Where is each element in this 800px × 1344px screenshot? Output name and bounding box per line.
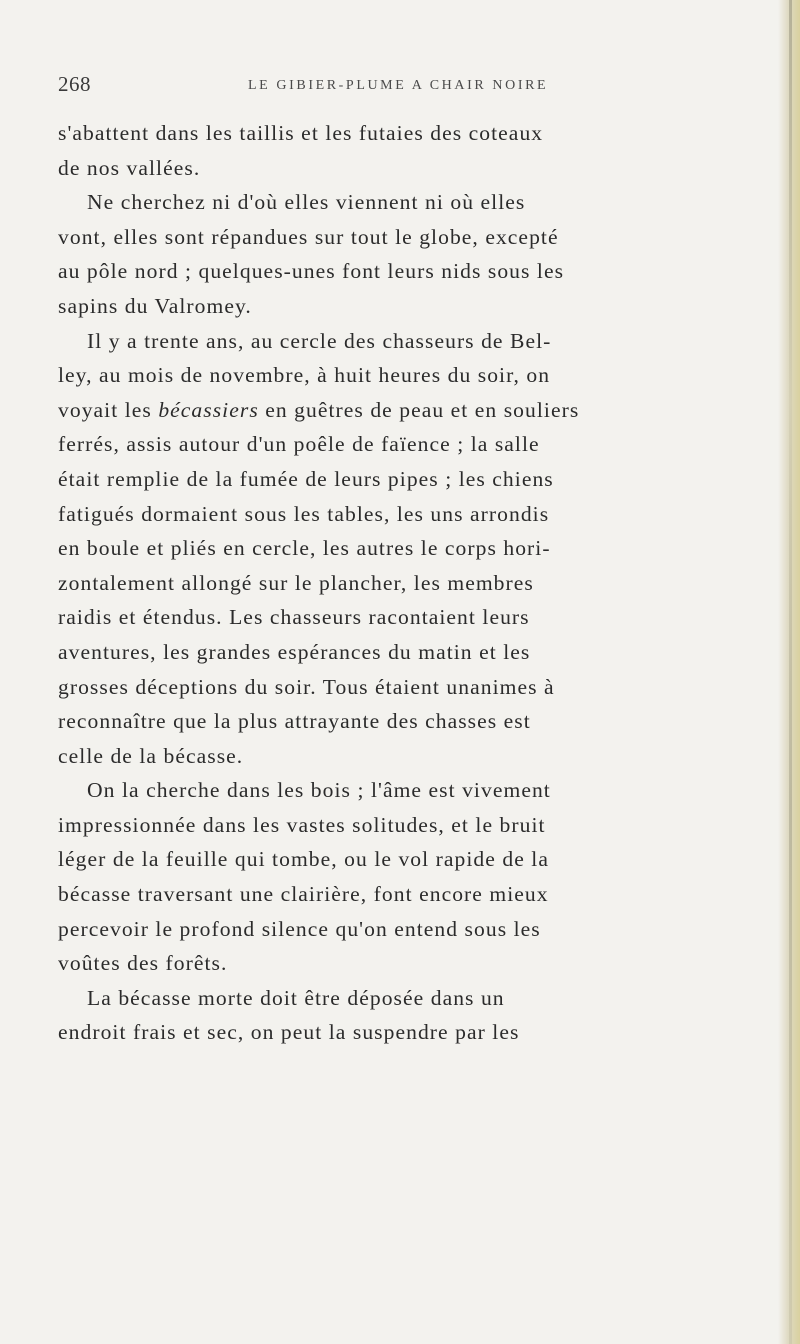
- text-line: impressionnée dans les vastes solitudes, et le bruit: [58, 812, 546, 837]
- text-line: Il y a trente ans, au cercle des chasseurs de Bel-: [87, 328, 552, 353]
- text-line: zontalement allongé sur le plancher, les membres: [58, 570, 534, 595]
- body-text: [58, 116, 738, 1050]
- text-line: s'abattent dans les taillis et les futaies des coteaux: [58, 121, 544, 145]
- text-line: fatigués dormaient sous les tables, les uns arrondis: [58, 501, 550, 526]
- text-line: au pôle nord ; quelques-unes font leurs nids sous les: [58, 259, 565, 284]
- text-line: grosses déceptions du soir. Tous étaient unanimes à: [58, 674, 555, 699]
- text-line: ferrés, assis autour d'un poêle de faïence ; la salle: [58, 432, 540, 457]
- text-segment: voyait les: [58, 397, 159, 422]
- text-line: celle de la bécasse.: [58, 743, 244, 768]
- text-line: léger de la feuille qui tombe, ou le vol rapide de la: [58, 847, 549, 872]
- text-line: La bécasse morte doit être déposée dans un: [87, 985, 505, 1010]
- text-line: [58, 393, 738, 428]
- text-line: était remplie de la fumée de leurs pipes ; les chiens: [58, 466, 554, 491]
- running-title: LE GIBIER-PLUME A CHAIR NOIRE: [248, 78, 549, 93]
- text-line: On la cherche dans les bois ; l'âme est vivement: [87, 778, 551, 803]
- page-edge-shadow: [789, 0, 792, 1344]
- page-header: [58, 74, 738, 98]
- text-line: percevoir le profond silence qu'on entend sous les: [58, 916, 541, 941]
- text-line: sapins du Valromey.: [58, 293, 252, 318]
- text-line: aventures, les grandes espérances du matin et les: [58, 639, 531, 664]
- text-line: vont, elles sont répandues sur tout le globe, excepté: [58, 224, 559, 249]
- text-line: Ne cherchez ni d'où elles viennent ni où elles: [87, 190, 526, 215]
- text-line: voûtes des forêts.: [58, 951, 228, 976]
- page-number: 268: [58, 72, 91, 96]
- italic-term: bécassiers: [158, 397, 259, 422]
- text-line: reconnaître que la plus attrayante des chasses est: [58, 709, 531, 734]
- text-segment: en guêtres de peau et en souliers: [258, 397, 580, 422]
- text-line: bécasse traversant une clairière, font encore mieux: [58, 882, 549, 907]
- text-line: en boule et pliés en cercle, les autres le corps hori-: [58, 536, 551, 561]
- text-line: endroit frais et sec, on peut la suspendre par les: [58, 1020, 520, 1045]
- text-line: de nos vallées.: [58, 155, 201, 180]
- text-line: ley, au mois de novembre, à huit heures du soir, on: [58, 363, 551, 388]
- text-line: raidis et étendus. Les chasseurs racontaient leurs: [58, 605, 530, 630]
